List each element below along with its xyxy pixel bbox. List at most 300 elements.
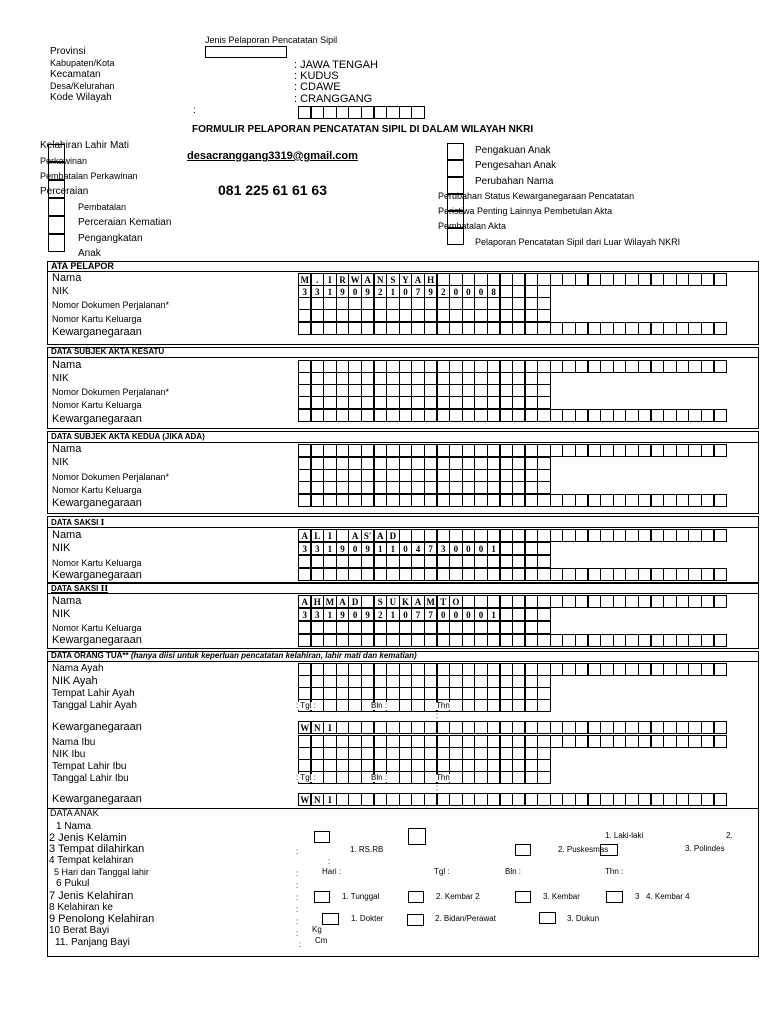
char-cell[interactable]	[688, 360, 701, 373]
char-cell[interactable]: 0	[437, 608, 450, 621]
char-cell[interactable]	[638, 494, 651, 507]
char-cell[interactable]	[449, 568, 462, 581]
char-cell[interactable]	[399, 699, 412, 712]
char-cell[interactable]	[613, 735, 626, 748]
char-cell[interactable]	[399, 771, 412, 784]
char-cell[interactable]	[411, 396, 424, 409]
char-cell[interactable]	[562, 663, 575, 676]
char-cell[interactable]	[462, 444, 475, 457]
char-cell[interactable]	[361, 621, 374, 634]
char-cell[interactable]	[348, 634, 361, 647]
char-cell[interactable]	[663, 409, 676, 422]
char-cell[interactable]	[411, 494, 424, 507]
char-cell[interactable]	[688, 529, 701, 542]
char-cell[interactable]	[525, 771, 538, 784]
char-cell[interactable]	[537, 634, 550, 647]
char-cell[interactable]	[411, 529, 424, 542]
char-cell[interactable]	[600, 494, 613, 507]
char-cell[interactable]	[298, 634, 311, 647]
char-cell[interactable]	[512, 444, 525, 457]
char-cell[interactable]	[336, 481, 349, 494]
char-cell[interactable]	[575, 721, 588, 734]
char-cell[interactable]	[374, 721, 387, 734]
jenis-checkbox[interactable]	[48, 234, 65, 252]
char-cell[interactable]	[676, 322, 689, 335]
subjek2-nama-grid[interactable]	[298, 444, 726, 457]
char-cell[interactable]	[663, 595, 676, 608]
char-cell[interactable]	[462, 481, 475, 494]
char-cell[interactable]	[714, 793, 727, 806]
char-cell[interactable]	[462, 595, 475, 608]
char-cell[interactable]	[537, 409, 550, 422]
char-cell[interactable]	[701, 273, 714, 286]
char-cell[interactable]	[348, 555, 361, 568]
char-cell[interactable]	[411, 699, 424, 712]
char-cell[interactable]	[562, 529, 575, 542]
char-cell[interactable]	[575, 444, 588, 457]
char-cell[interactable]	[663, 793, 676, 806]
char-cell[interactable]: 1	[386, 285, 399, 298]
char-cell[interactable]	[676, 360, 689, 373]
char-cell[interactable]	[600, 273, 613, 286]
char-cell[interactable]	[588, 634, 601, 647]
char-cell[interactable]	[550, 793, 563, 806]
char-cell[interactable]: 7	[424, 542, 437, 555]
char-cell[interactable]	[688, 663, 701, 676]
char-cell[interactable]: S	[374, 595, 387, 608]
char-cell[interactable]	[600, 568, 613, 581]
char-cell[interactable]	[437, 529, 450, 542]
option-checkbox[interactable]	[408, 828, 426, 845]
char-cell[interactable]	[336, 409, 349, 422]
char-cell[interactable]	[625, 409, 638, 422]
char-cell[interactable]	[399, 494, 412, 507]
char-cell[interactable]	[550, 273, 563, 286]
char-cell[interactable]	[663, 634, 676, 647]
char-cell[interactable]	[575, 409, 588, 422]
char-cell[interactable]	[411, 106, 424, 119]
char-cell[interactable]	[462, 555, 475, 568]
char-cell[interactable]	[474, 721, 487, 734]
subjek1-kk-grid[interactable]	[298, 396, 550, 409]
char-cell[interactable]: 0	[462, 608, 475, 621]
char-cell[interactable]	[500, 322, 513, 335]
char-cell[interactable]	[474, 595, 487, 608]
char-cell[interactable]	[512, 568, 525, 581]
option-checkbox[interactable]	[314, 831, 330, 843]
char-cell[interactable]	[500, 309, 513, 322]
char-cell[interactable]: 1	[323, 285, 336, 298]
char-cell[interactable]	[487, 555, 500, 568]
char-cell[interactable]	[348, 409, 361, 422]
char-cell[interactable]	[374, 555, 387, 568]
char-cell[interactable]	[386, 634, 399, 647]
char-cell[interactable]	[298, 568, 311, 581]
char-cell[interactable]	[613, 634, 626, 647]
char-cell[interactable]	[701, 529, 714, 542]
char-cell[interactable]	[550, 721, 563, 734]
char-cell[interactable]	[537, 444, 550, 457]
char-cell[interactable]	[386, 322, 399, 335]
char-cell[interactable]	[361, 444, 374, 457]
char-cell[interactable]	[651, 793, 664, 806]
char-cell[interactable]	[512, 621, 525, 634]
char-cell[interactable]	[374, 322, 387, 335]
char-cell[interactable]	[537, 309, 550, 322]
char-cell[interactable]	[550, 529, 563, 542]
char-cell[interactable]: L	[311, 529, 324, 542]
char-cell[interactable]	[525, 542, 538, 555]
char-cell[interactable]: A	[411, 595, 424, 608]
option-checkbox[interactable]	[322, 913, 339, 925]
char-cell[interactable]	[714, 494, 727, 507]
char-cell[interactable]	[386, 621, 399, 634]
char-cell[interactable]	[311, 444, 324, 457]
char-cell[interactable]	[386, 444, 399, 457]
char-cell[interactable]	[701, 634, 714, 647]
char-cell[interactable]	[625, 793, 638, 806]
char-cell[interactable]	[487, 771, 500, 784]
jenis-checkbox[interactable]	[48, 198, 65, 216]
char-cell[interactable]: 7	[424, 608, 437, 621]
char-cell[interactable]: 9	[361, 542, 374, 555]
char-cell[interactable]	[311, 481, 324, 494]
char-cell[interactable]	[638, 322, 651, 335]
char-cell[interactable]: 0	[348, 608, 361, 621]
char-cell[interactable]	[411, 621, 424, 634]
char-cell[interactable]	[588, 273, 601, 286]
char-cell[interactable]	[298, 555, 311, 568]
char-cell[interactable]	[449, 793, 462, 806]
char-cell[interactable]: 1	[386, 608, 399, 621]
char-cell[interactable]	[386, 494, 399, 507]
char-cell[interactable]	[512, 699, 525, 712]
char-cell[interactable]	[361, 793, 374, 806]
char-cell[interactable]	[298, 409, 311, 422]
char-cell[interactable]	[487, 494, 500, 507]
char-cell[interactable]	[588, 529, 601, 542]
char-cell[interactable]	[487, 409, 500, 422]
char-cell[interactable]	[625, 721, 638, 734]
char-cell[interactable]: H	[311, 595, 324, 608]
char-cell[interactable]	[537, 793, 550, 806]
char-cell[interactable]	[562, 409, 575, 422]
char-cell[interactable]	[600, 634, 613, 647]
option-checkbox[interactable]	[314, 891, 330, 903]
char-cell[interactable]	[588, 409, 601, 422]
char-cell[interactable]	[399, 529, 412, 542]
char-cell[interactable]	[437, 309, 450, 322]
char-cell[interactable]	[537, 568, 550, 581]
char-cell[interactable]	[625, 568, 638, 581]
char-cell[interactable]	[625, 444, 638, 457]
pelapor-kk-grid[interactable]	[298, 309, 550, 322]
char-cell[interactable]	[361, 568, 374, 581]
char-cell[interactable]	[311, 494, 324, 507]
char-cell[interactable]	[323, 481, 336, 494]
char-cell[interactable]	[298, 106, 311, 119]
char-cell[interactable]	[537, 396, 550, 409]
char-cell[interactable]: 0	[462, 285, 475, 298]
char-cell[interactable]: I	[323, 529, 336, 542]
char-cell[interactable]	[399, 396, 412, 409]
char-cell[interactable]	[537, 699, 550, 712]
char-cell[interactable]	[562, 595, 575, 608]
char-cell[interactable]	[336, 721, 349, 734]
char-cell[interactable]: 1	[323, 608, 336, 621]
char-cell[interactable]	[462, 322, 475, 335]
char-cell[interactable]: 7	[411, 285, 424, 298]
char-cell[interactable]	[374, 409, 387, 422]
char-cell[interactable]	[562, 494, 575, 507]
char-cell[interactable]	[537, 322, 550, 335]
char-cell[interactable]	[323, 494, 336, 507]
char-cell[interactable]	[462, 396, 475, 409]
char-cell[interactable]	[562, 793, 575, 806]
char-cell[interactable]	[701, 444, 714, 457]
char-cell[interactable]	[575, 595, 588, 608]
char-cell[interactable]	[651, 444, 664, 457]
saksi2-nik-grid[interactable]	[298, 608, 550, 621]
char-cell[interactable]: .	[311, 273, 324, 286]
char-cell[interactable]	[424, 481, 437, 494]
char-cell[interactable]	[537, 621, 550, 634]
char-cell[interactable]	[688, 735, 701, 748]
char-cell[interactable]	[625, 360, 638, 373]
char-cell[interactable]	[600, 409, 613, 422]
char-cell[interactable]	[487, 634, 500, 647]
char-cell[interactable]	[399, 634, 412, 647]
char-cell[interactable]	[525, 634, 538, 647]
char-cell[interactable]: 0	[474, 285, 487, 298]
char-cell[interactable]: 3	[311, 608, 324, 621]
char-cell[interactable]	[500, 595, 513, 608]
char-cell[interactable]	[424, 309, 437, 322]
option-checkbox[interactable]	[606, 891, 623, 903]
char-cell[interactable]	[525, 494, 538, 507]
char-cell[interactable]: A	[374, 529, 387, 542]
char-cell[interactable]	[613, 444, 626, 457]
char-cell[interactable]	[512, 608, 525, 621]
option-checkbox[interactable]	[515, 891, 531, 903]
char-cell[interactable]	[348, 568, 361, 581]
char-cell[interactable]	[500, 771, 513, 784]
char-cell[interactable]	[588, 595, 601, 608]
jenis-pelaporan-box[interactable]	[205, 46, 287, 58]
char-cell[interactable]	[462, 568, 475, 581]
char-cell[interactable]	[512, 494, 525, 507]
char-cell[interactable]	[374, 621, 387, 634]
char-cell[interactable]	[625, 595, 638, 608]
char-cell[interactable]	[651, 273, 664, 286]
char-cell[interactable]	[487, 322, 500, 335]
char-cell[interactable]	[348, 494, 361, 507]
char-cell[interactable]	[424, 721, 437, 734]
char-cell[interactable]	[323, 634, 336, 647]
char-cell[interactable]	[600, 663, 613, 676]
char-cell[interactable]	[537, 721, 550, 734]
char-cell[interactable]	[348, 699, 361, 712]
char-cell[interactable]	[487, 595, 500, 608]
char-cell[interactable]	[348, 106, 361, 119]
char-cell[interactable]: 0	[449, 285, 462, 298]
char-cell[interactable]	[311, 106, 324, 119]
char-cell[interactable]	[474, 396, 487, 409]
char-cell[interactable]	[562, 568, 575, 581]
char-cell[interactable]	[676, 634, 689, 647]
char-cell[interactable]	[651, 409, 664, 422]
char-cell[interactable]	[374, 309, 387, 322]
char-cell[interactable]: 0	[348, 285, 361, 298]
char-cell[interactable]	[361, 555, 374, 568]
char-cell[interactable]	[487, 444, 500, 457]
char-cell[interactable]	[638, 568, 651, 581]
char-cell[interactable]	[512, 771, 525, 784]
subjek2-kk-grid[interactable]	[298, 481, 550, 494]
char-cell[interactable]	[613, 494, 626, 507]
char-cell[interactable]	[500, 608, 513, 621]
char-cell[interactable]	[449, 721, 462, 734]
char-cell[interactable]	[638, 444, 651, 457]
char-cell[interactable]	[311, 409, 324, 422]
char-cell[interactable]	[676, 494, 689, 507]
char-cell[interactable]	[701, 409, 714, 422]
char-cell[interactable]: 0	[348, 542, 361, 555]
char-cell[interactable]	[500, 721, 513, 734]
char-cell[interactable]: 3	[298, 542, 311, 555]
char-cell[interactable]	[562, 634, 575, 647]
char-cell[interactable]	[474, 444, 487, 457]
char-cell[interactable]	[386, 409, 399, 422]
char-cell[interactable]: W	[348, 273, 361, 286]
char-cell[interactable]	[600, 721, 613, 734]
char-cell[interactable]	[336, 568, 349, 581]
char-cell[interactable]	[411, 309, 424, 322]
char-cell[interactable]	[588, 721, 601, 734]
char-cell[interactable]	[676, 793, 689, 806]
char-cell[interactable]: 0	[399, 542, 412, 555]
char-cell[interactable]	[525, 529, 538, 542]
char-cell[interactable]	[474, 568, 487, 581]
char-cell[interactable]	[562, 322, 575, 335]
char-cell[interactable]: A	[361, 273, 374, 286]
char-cell[interactable]	[512, 481, 525, 494]
char-cell[interactable]: 2	[437, 285, 450, 298]
char-cell[interactable]	[688, 322, 701, 335]
char-cell[interactable]: 1	[374, 542, 387, 555]
char-cell[interactable]	[500, 621, 513, 634]
char-cell[interactable]: N	[311, 721, 324, 734]
char-cell[interactable]	[525, 481, 538, 494]
char-cell[interactable]	[525, 595, 538, 608]
char-cell[interactable]	[651, 735, 664, 748]
char-cell[interactable]	[651, 322, 664, 335]
char-cell[interactable]	[323, 555, 336, 568]
char-cell[interactable]	[701, 360, 714, 373]
char-cell[interactable]	[500, 396, 513, 409]
char-cell[interactable]	[663, 529, 676, 542]
char-cell[interactable]	[638, 409, 651, 422]
char-cell[interactable]	[336, 396, 349, 409]
char-cell[interactable]	[651, 595, 664, 608]
char-cell[interactable]	[701, 568, 714, 581]
char-cell[interactable]	[298, 621, 311, 634]
char-cell[interactable]	[336, 699, 349, 712]
char-cell[interactable]	[512, 793, 525, 806]
char-cell[interactable]	[437, 793, 450, 806]
char-cell[interactable]	[323, 322, 336, 335]
char-cell[interactable]: 1	[487, 608, 500, 621]
char-cell[interactable]	[588, 793, 601, 806]
char-cell[interactable]: A	[348, 529, 361, 542]
char-cell[interactable]	[600, 444, 613, 457]
char-cell[interactable]	[500, 494, 513, 507]
char-cell[interactable]	[537, 494, 550, 507]
char-cell[interactable]	[663, 322, 676, 335]
char-cell[interactable]	[449, 771, 462, 784]
char-cell[interactable]	[374, 793, 387, 806]
char-cell[interactable]	[424, 793, 437, 806]
char-cell[interactable]	[374, 494, 387, 507]
jenis-checkbox[interactable]	[48, 144, 65, 162]
char-cell[interactable]	[411, 481, 424, 494]
char-cell[interactable]	[625, 273, 638, 286]
char-cell[interactable]	[588, 322, 601, 335]
char-cell[interactable]	[411, 444, 424, 457]
option-checkbox[interactable]	[539, 912, 556, 924]
char-cell[interactable]	[386, 106, 399, 119]
char-cell[interactable]	[625, 663, 638, 676]
char-cell[interactable]	[688, 595, 701, 608]
char-cell[interactable]	[537, 542, 550, 555]
char-cell[interactable]	[474, 771, 487, 784]
char-cell[interactable]	[575, 568, 588, 581]
char-cell[interactable]: 2	[374, 608, 387, 621]
char-cell[interactable]: 3	[298, 285, 311, 298]
char-cell[interactable]	[449, 529, 462, 542]
char-cell[interactable]	[701, 735, 714, 748]
char-cell[interactable]	[348, 309, 361, 322]
char-cell[interactable]	[714, 634, 727, 647]
char-cell[interactable]	[374, 444, 387, 457]
char-cell[interactable]	[348, 396, 361, 409]
char-cell[interactable]: 0	[449, 542, 462, 555]
char-cell[interactable]	[399, 409, 412, 422]
char-cell[interactable]	[575, 360, 588, 373]
char-cell[interactable]	[638, 793, 651, 806]
char-cell[interactable]	[474, 529, 487, 542]
char-cell[interactable]: R	[336, 273, 349, 286]
char-cell[interactable]	[336, 793, 349, 806]
char-cell[interactable]	[386, 721, 399, 734]
char-cell[interactable]	[474, 494, 487, 507]
char-cell[interactable]	[298, 494, 311, 507]
char-cell[interactable]	[424, 396, 437, 409]
char-cell[interactable]	[462, 793, 475, 806]
char-cell[interactable]	[613, 360, 626, 373]
char-cell[interactable]: 9	[336, 608, 349, 621]
pelapor-kwg-grid[interactable]	[298, 322, 726, 335]
char-cell[interactable]	[562, 360, 575, 373]
char-cell[interactable]	[500, 409, 513, 422]
char-cell[interactable]	[386, 699, 399, 712]
char-cell[interactable]	[714, 360, 727, 373]
char-cell[interactable]	[575, 529, 588, 542]
char-cell[interactable]	[688, 409, 701, 422]
saksi1-nik-grid[interactable]	[298, 542, 550, 555]
char-cell[interactable]	[386, 481, 399, 494]
char-cell[interactable]	[613, 663, 626, 676]
